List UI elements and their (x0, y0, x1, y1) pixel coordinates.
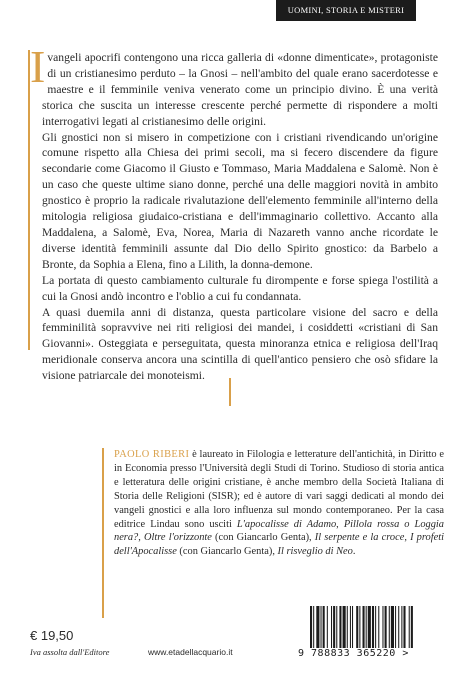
blurb-paragraph-2: Gli gnostici non si misero in competizione con i cristiani rivendicando un'origine comune rispetto alla Chiesa dei primi secoli, ma si fecero discendere da figure secondarie come Giacomo il Giusto e Tommaso, Maria Maddalena e Salomè. Non è un caso che queste ultime siano donne, perché una delle maggiori novità in ambito gnostico è proprio la radicale rivalutazione dell'elemento femminile all'interno della mitologia religiosa giudaico-cristiana e dell'immaginario collettivo. Accanto alla Maddalena, a Salomè, Eva, Norea, Maria di Nazareth vanno anche ricordate le diverse identità femminili assunte dal Dio dello Spirito gnostico: da Barbelo a Bronte, da Sophia a Elena, fino a Lilith, la donna-demone. (42, 130, 438, 271)
barcode-bar (398, 606, 399, 650)
barcode-bar (363, 606, 365, 650)
publisher-url[interactable]: www.etadellacquario.it (148, 647, 233, 657)
price: € 19,50 (30, 628, 74, 643)
vat-note: Iva assolta dall'Editore (30, 647, 110, 657)
separator: (con Giancarlo Genta), (211, 532, 315, 544)
separator: , (138, 532, 144, 544)
drop-cap: I (30, 41, 46, 92)
barcode-bar (316, 606, 319, 650)
barcode-bar (310, 606, 312, 650)
barcode-bar (372, 606, 374, 650)
isbn-number: 9 788833 365220 > (298, 648, 448, 659)
separator: (con Giancarlo Genta), (176, 546, 278, 558)
author-bio (114, 448, 444, 559)
barcode-bar (403, 606, 405, 650)
blurb-paragraph-4: A quasi duemila anni di distanza, questa particolare visione del sacro e della femminilità sopravvive nei riti religiosi dei mandei, i cosiddetti «cristiani di San Giovanni». Osteggiata e perseguitata, questa minoranza etnica e religiosa dell'Iraq meridionale conserva ancora una scintilla di quell'antico pensiero che osò sfidare la visione patriarcale dei monoteismi. (42, 305, 438, 383)
barcode-bar (411, 606, 413, 650)
separator: , (404, 532, 411, 544)
decorative-vertical-rule (28, 50, 30, 350)
barcode-bar (350, 606, 351, 650)
barcode-bar (385, 606, 387, 650)
barcode-bar (327, 606, 328, 650)
barcode-bar (375, 606, 376, 650)
back-cover-blurb (30, 41, 438, 384)
barcode-bar (382, 606, 383, 650)
blurb-paragraph-3: La portata di questo cambiamento culturale fu dirompente e forse spiega l'ostilità a cui la Gnosi andò incontro e l'oblio a cui fu condannata. (42, 273, 438, 303)
barcode-bar (409, 606, 410, 650)
author-bio-text: è laureato in Filologia e letterature dell'antichità, in Diritto e in Economia presso l'Università degli Studi di Torino. Studioso di storia antica e letteratura delle origini cristiane, è anche membro della Società Italiana di Storia delle Religioni (SISR); ed è autore di vari saggi dedicati al mondo dei vangeli gnostici e alla loro influenza sul mondo contemporaneo. Per la casa editrice Lindau sono usciti (114, 449, 444, 530)
barcode-bar (336, 606, 337, 650)
barcode-bar (343, 606, 346, 650)
blurb-paragraph-1 (30, 41, 438, 130)
barcode-bar (356, 606, 358, 650)
series-label: UOMINI, STORIA E MISTERI (276, 0, 416, 21)
book-title: Pillola rossa o Loggia nera? (114, 518, 444, 544)
book-title: L'apocalisse di Adamo (236, 518, 337, 530)
barcode-bar (401, 606, 402, 650)
barcode-bar (331, 606, 332, 650)
barcode-bar (339, 606, 341, 650)
barcode-bar (323, 606, 325, 650)
section-divider (229, 378, 231, 406)
barcode-bar (359, 606, 360, 650)
blurb-paragraph-1-text: vangeli apocrifi contengono una ricca galleria di «donne dimenticate», protagoniste di un cristianesimo perduto – la Gnosi – nell'ambito del quale erano sacerdotesse e maestre e il femminile veniva venerato come un principio divino. È una verità storica che suscita un interesse crescente perché permette di rispondere a molti interrogativi legati al cristianesimo delle origini. (42, 51, 438, 128)
barcode-bar (389, 606, 390, 650)
barcode-bar (368, 606, 371, 650)
barcode-bar (395, 606, 396, 650)
barcode-bar (378, 606, 379, 650)
book-title: Il risveglio di Neo (277, 546, 353, 558)
barcode-bar (347, 606, 348, 650)
book-title: I profeti dell'Apocalisse (114, 532, 444, 558)
barcode-bar (366, 606, 367, 650)
separator: , (336, 518, 344, 530)
author-bio-rule (102, 448, 104, 618)
book-title: Oltre l'orizzonte (144, 532, 212, 544)
separator: . (352, 546, 356, 558)
barcode-bar (333, 606, 335, 650)
book-title: Il serpente e la croce (314, 532, 405, 544)
barcode-bar (321, 606, 322, 650)
barcode-bars (298, 606, 438, 650)
barcode-bar (352, 606, 353, 650)
barcode-bar (313, 606, 314, 650)
author-name: PAOLO RIBERI (114, 449, 190, 460)
barcode-bar (391, 606, 394, 650)
